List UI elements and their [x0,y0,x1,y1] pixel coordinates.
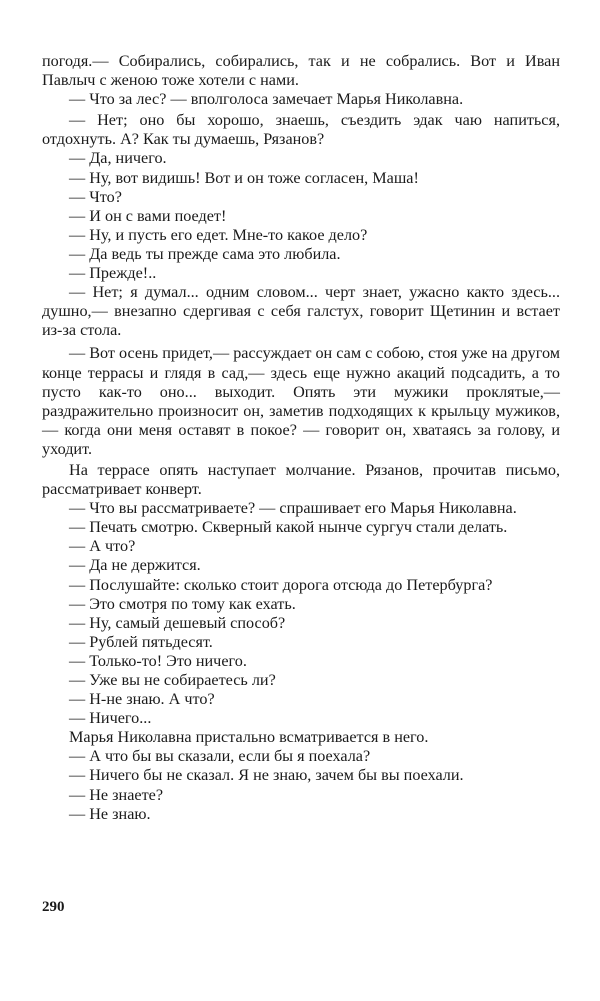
page-body-text [42,52,560,824]
paragraph: — Ну, вот видишь! Вот и он тоже согласен, Маша! [69,168,419,187]
paragraph: — Ничего бы не сказал. Я не знаю, зачем бы вы поехали. [69,766,464,785]
paragraph: — Что? [69,187,122,206]
paragraph: — Прежде!.. [69,264,157,283]
paragraph: — И он с вами поедет! [69,206,227,225]
paragraph: — Что вы рассматриваете? — спрашивает его Марья Николавна. [69,499,517,518]
paragraph: — Печать смотрю. Скверный какой нынче сургуч стали делать. [69,518,508,537]
paragraph: — Только-то! Это ничего. [69,651,247,670]
paragraph: погодя.— Собирались, собирались, так и не собрались. Вот и Иван Павлыч с женою тоже хотели с нами. [42,52,560,90]
paragraph: — Да, ничего. [69,149,167,168]
paragraph: — Ну, и пусть его едет. Мне-то какое дело? [69,225,368,244]
paragraph: — Да не держится. [69,556,201,575]
paragraph: — Нет; я думал... одним словом... черт знает, ужасно както здесь... душно,— внезапно сдергивая с себя галстух, говорит Щетинин и встает из-за стола. [42,283,560,340]
paragraph: — Вот осень придет,— рассуждает он сам с собою, стоя уже на другом конце террасы и глядя в сад,— здесь еще нужно акаций подсадить, а то пусто как-то оно... выходит. Опять эти мужики проклятые,— раздражительно произносит он, заметив подходящих к крыльцу мужиков,— когда они меня оставят в покое? — говорит он, хватаясь за голову, и уходит. [42,344,560,458]
paragraph: — Уже вы не собираетесь ли? [69,671,276,689]
paragraph: — Не знаете? [69,785,164,804]
paragraph: — Н-не знаю. А что? [69,690,215,709]
paragraph: — Послушайте: сколько стоит дорога отсюда до Петербурга? [69,575,493,594]
paragraph: — Нет; оно бы хорошо, знаешь, съездить эдак чаю напиться, отдохнуть. А? Как ты думаешь, Рязанов? [42,111,560,149]
paragraph: Марья Николавна пристально всматривается в него. [69,728,429,747]
paragraph: — Это смотря по тому как ехать. [69,594,296,613]
paragraph: — Что за лес? — вполголоса замечает Марья Николавна. [69,90,464,109]
paragraph: — Ничего... [69,709,152,728]
paragraph: — А что? [69,537,136,556]
paragraph: — Да ведь ты прежде сама это любила. [69,244,341,263]
paragraph: — Рублей пятьдесят. [69,632,213,651]
paragraph: — Ну, самый дешевый способ? [69,613,286,632]
paragraph: — Не знаю. [69,804,151,823]
paragraph: — А что бы вы сказали, если бы я поехала? [69,747,371,766]
paragraph: На террасе опять наступает молчание. Рязанов, прочитав письмо, рассматривает конверт. [42,460,560,499]
page-number: 290 [42,899,65,915]
